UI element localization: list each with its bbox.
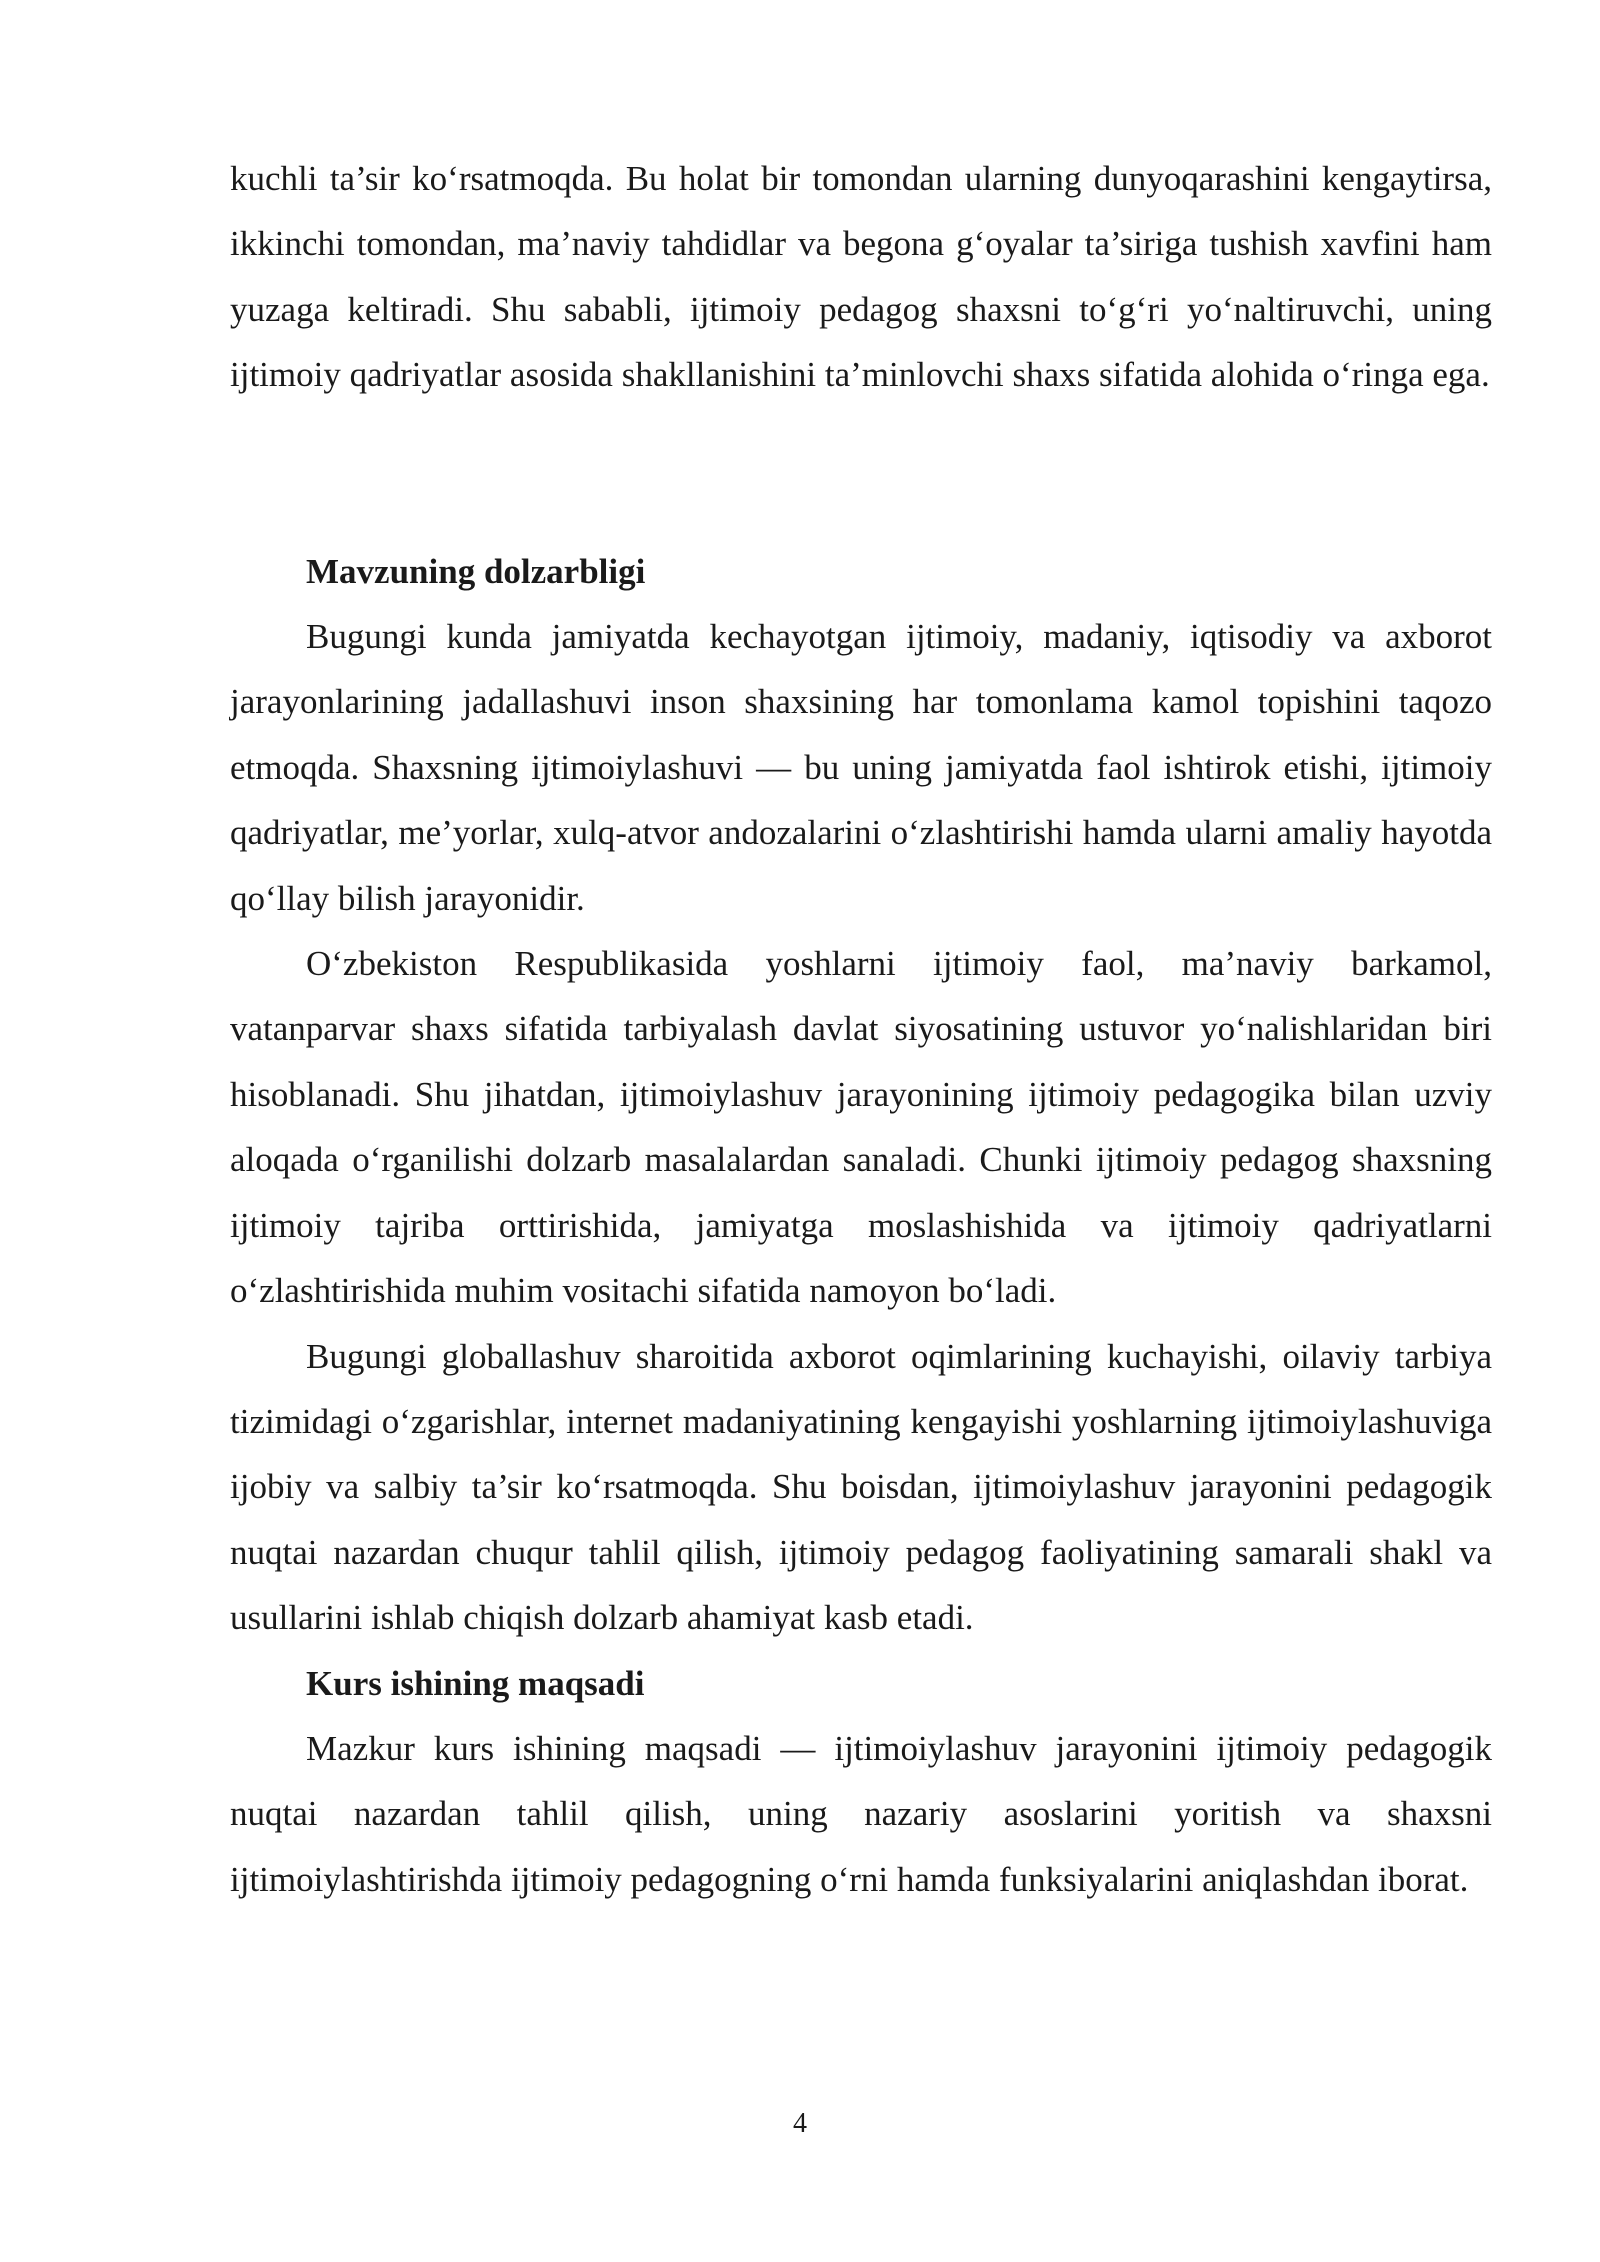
relevance-paragraph-2: O‘zbekiston Respublikasida yoshlarni ijtimoiy faol, ma’naviy barkamol, vatanparvar shaxs sifatida tarbiyalash davlat siyosatining ustuvor yo‘nalishlaridan biri hisoblanadi. Shu jihatdan, ijtimoiylashuv jarayonining ijtimoiy pedagogika bilan uzviy aloqada o‘rganilishi dolzarb masalalardan sanaladi. Chunki ijtimoiy pedagog shaxsning ijtimoiy tajriba orttirishida, jamiyatga moslashishida va ijtimoiy qadriyatlarni o‘zlashtirishida muhim vositachi sifatida namoyon bo‘ladi. (230, 944, 1492, 1311)
section-spacer (230, 408, 1492, 539)
page-body (230, 146, 1492, 1912)
relevance-paragraph-3: Bugungi globallashuv sharoitida axborot oqimlarining kuchayishi, oilaviy tarbiya tizimidagi o‘zgarishlar, internet madaniyatining kengayishi yoshlarning ijtimoiylashuviga ijobiy va salbiy ta’sir ko‘rsatmoqda. Shu boisdan, ijtimoiylashuv jarayonini pedagogik nuqtai nazardan chuqur tahlil qilish, ijtimoiy pedagog faoliyatining samarali shakl va usullarini ishlab chiqish dolzarb ahamiyat kasb etadi. (230, 1336, 1492, 1638)
heading-goal: Kurs ishining maqsadi (306, 1663, 645, 1703)
relevance-paragraph-1: Bugungi kunda jamiyatda kechayotgan ijtimoiy, madaniy, iqtisodiy va axborot jarayonlarining jadallashuvi inson shaxsining har tomonlama kamol topishini taqozo etmoqda. Shaxsning ijtimoiylashuvi — bu uning jamiyatda faol ishtirok etishi, ijtimoiy qadriyatlar, me’yorlar, xulq-atvor andozalarini o‘zlashtirishi hamda ularni amaliy hayotda qo‘llay bilish jarayonidir. (230, 617, 1492, 918)
continuation-paragraph: kuchli ta’sir ko‘rsatmoqda. Bu holat bir tomondan ularning dunyoqarashini kengaytirsa, ikkinchi tomondan, ma’naviy tahdidlar va begona g‘oyalar ta’siriga tushish xavfini ham yuzaga keltiradi. Shu sababli, ijtimoiy pedagog shaxsni to‘g‘ri yo‘naltiruvchi, uning ijtimoiy qadriyatlar asosida shakllanishini ta’minlovchi shaxs sifatida alohida o‘ringa ega. (230, 159, 1492, 395)
page-number: 4 (793, 2108, 807, 2139)
goal-paragraph-1: Mazkur kurs ishining maqsadi — ijtimoiylashuv jarayonini ijtimoiy pedagogik nuqtai nazardan tahlil qilish, uning nazariy asoslarini yoritish va shaxsni ijtimoiylashtirishda ijtimoiy pedagogning o‘rni hamda funksiyalarini aniqlashdan iborat. (230, 1728, 1492, 1899)
heading-relevance: Mavzuning dolzarbligi (306, 551, 646, 591)
